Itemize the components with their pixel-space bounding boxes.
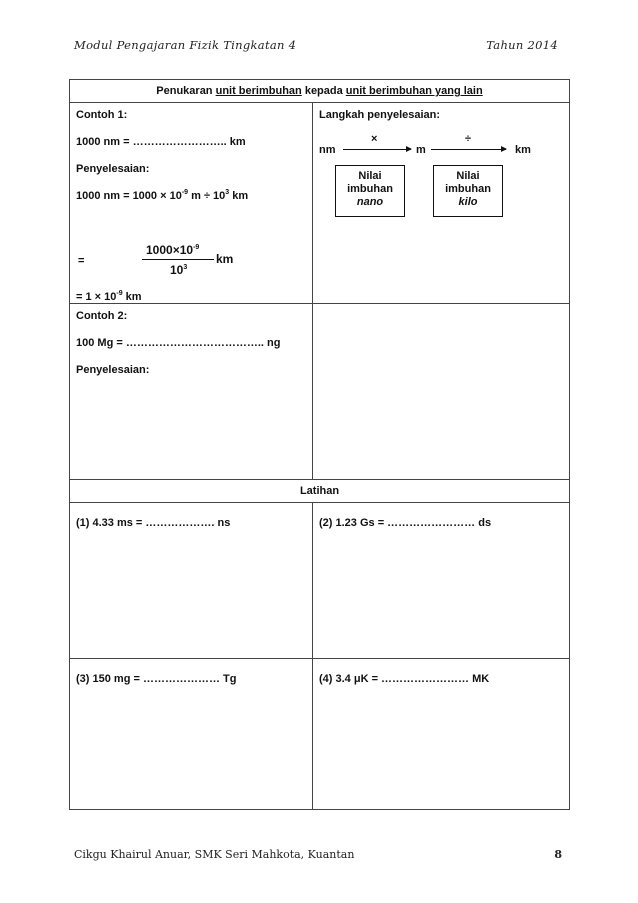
fraction-bar xyxy=(142,259,214,260)
operator-multiply: × xyxy=(371,133,378,145)
fraction-equals: = xyxy=(78,255,85,267)
unit-to: km xyxy=(515,144,531,156)
denominator-exponent: 3 xyxy=(183,264,188,271)
numerator-text: 1000×10 xyxy=(146,243,194,257)
step1-exponent-1: -9 xyxy=(181,189,189,196)
exercise-2: (2) 1.23 Gs = …………………… ds xyxy=(319,517,492,529)
exercise-2-cell xyxy=(313,503,569,658)
steps-label: Langkah penyelesaian: xyxy=(319,109,441,121)
step1-text-a: 1000 nm = 1000 × 10 xyxy=(76,190,182,202)
example2-label: Contoh 2: xyxy=(76,310,128,322)
numerator-exponent: -9 xyxy=(193,244,200,251)
step1-text-c: km xyxy=(229,190,249,202)
exercise-3-cell xyxy=(70,659,313,809)
example1-step1 xyxy=(76,190,306,203)
box-nano xyxy=(335,165,405,217)
fraction-denominator xyxy=(170,263,187,277)
footer-page-number: 8 xyxy=(554,848,562,861)
box-kilo-line1: Nilai xyxy=(456,170,480,182)
fraction-unit: km xyxy=(216,252,234,266)
example1-question: 1000 nm = …………………….. km xyxy=(76,136,246,148)
header-year: Tahun 2014 xyxy=(486,38,558,52)
example1-answer xyxy=(76,291,142,303)
example2-blank-cell xyxy=(313,304,569,479)
arrow-2 xyxy=(431,149,506,150)
table-title-part1: Penukaran xyxy=(156,85,216,97)
exercise-4: (4) 3.4 μK = …………………… MK xyxy=(319,673,490,685)
exercise-3: (3) 150 mg = ………………… Tg xyxy=(76,673,237,685)
box-nano-line2: imbuhan xyxy=(347,183,393,195)
example1-cell xyxy=(70,103,313,303)
worksheet-table xyxy=(69,79,570,810)
latihan-title-row xyxy=(70,480,569,503)
exercise-row-1 xyxy=(70,503,569,659)
step1-exponent-2: 3 xyxy=(225,189,230,196)
table-title-part4: unit berimbuhan yang lain xyxy=(345,85,483,97)
table-title-part2: unit berimbuhan xyxy=(215,85,302,97)
table-title-part3: kepada xyxy=(301,85,346,97)
steps-cell xyxy=(313,103,569,303)
box-kilo-line2: imbuhan xyxy=(445,183,491,195)
fraction-numerator xyxy=(146,243,199,257)
example2-cell xyxy=(70,304,313,479)
unit-from: nm xyxy=(319,144,336,156)
example2-question: 100 Mg = ……………………………….. ng xyxy=(76,337,281,349)
arrow-1 xyxy=(343,149,411,150)
example2-row xyxy=(70,304,569,480)
exercise-1: (1) 4.33 ms = ………………. ns xyxy=(76,517,231,529)
answer-exponent: -9 xyxy=(116,290,123,297)
box-kilo-line3: kilo xyxy=(458,196,478,208)
header-title: Modul Pengajaran Fizik Tingkatan 4 xyxy=(74,38,297,52)
exercise-1-cell xyxy=(70,503,313,658)
unit-middle: m xyxy=(416,144,426,156)
denominator-text: 10 xyxy=(170,263,184,277)
table-title-row xyxy=(70,80,569,103)
conversion-diagram xyxy=(319,133,555,253)
example1-row xyxy=(70,103,569,304)
exercise-4-cell xyxy=(313,659,569,809)
example2-solution-label: Penyelesaian: xyxy=(76,364,150,376)
box-kilo xyxy=(433,165,503,217)
footer-author: Cikgu Khairul Anuar, SMK Seri Mahkota, Kuantan xyxy=(74,848,355,861)
example1-solution-label: Penyelesaian: xyxy=(76,163,150,175)
operator-divide: ÷ xyxy=(465,133,472,145)
step1-text-b: m ÷ 10 xyxy=(188,190,226,202)
latihan-title: Latihan xyxy=(299,485,340,497)
exercise-row-2 xyxy=(70,659,569,809)
box-nano-line3: nano xyxy=(356,196,384,208)
example1-label: Contoh 1: xyxy=(76,109,128,121)
table-title xyxy=(70,80,569,102)
answer-text-a: = 1 × 10 xyxy=(76,291,117,303)
box-nano-line1: Nilai xyxy=(358,170,382,182)
answer-text-b: km xyxy=(122,291,142,303)
